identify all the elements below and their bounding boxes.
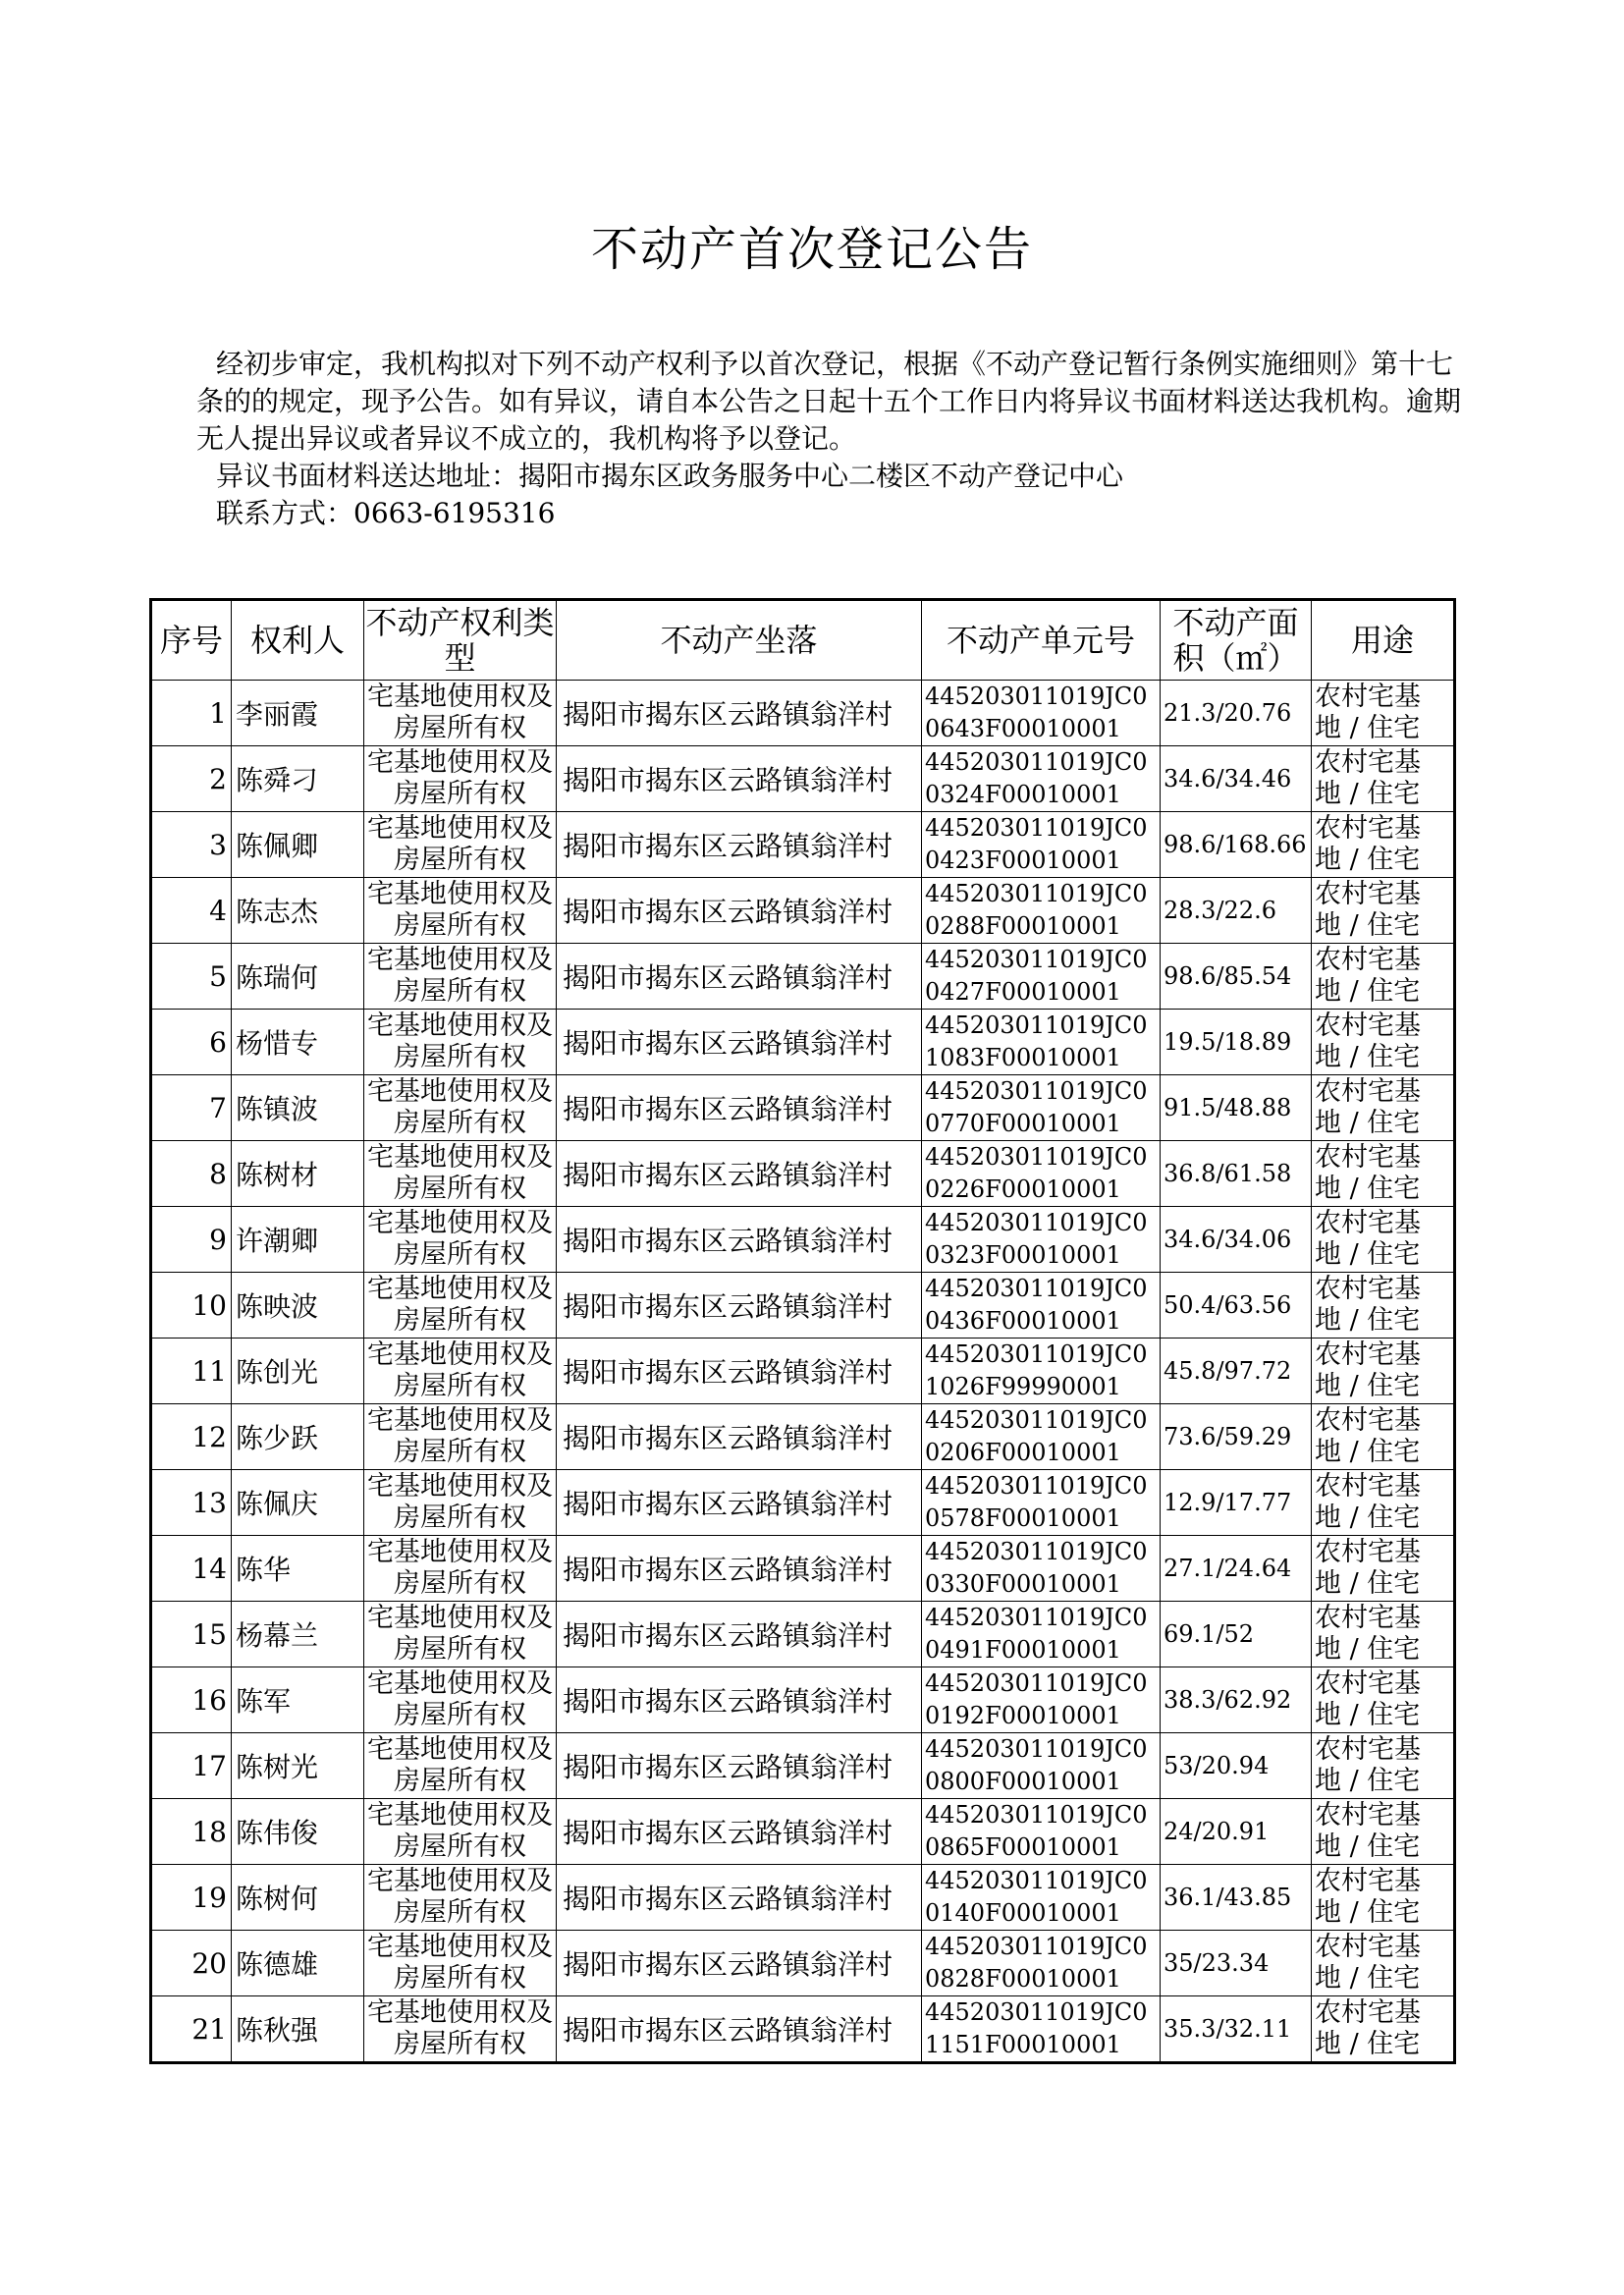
unit-number: 445203011019JC00491F00010001 <box>922 1602 1161 1667</box>
table-row <box>151 1996 1455 2063</box>
right-type: 宅基地使用权及房屋所有权 <box>364 1010 557 1075</box>
row-number: 8 <box>151 1141 232 1207</box>
header-location: 不动产坐落 <box>557 600 922 681</box>
property-use-line: 农村宅基 <box>1315 879 1421 909</box>
header-area: 不动产面积（㎡） <box>1161 600 1312 681</box>
property-area: 12.9/17.77 <box>1161 1470 1312 1536</box>
unit-number: 445203011019JC00578F00010001 <box>922 1470 1161 1536</box>
row-number: 20 <box>151 1931 232 1996</box>
property-use-line: 农村宅基 <box>1315 1405 1421 1436</box>
property-location: 揭阳市揭东区云路镇翁洋村 <box>557 1931 922 1996</box>
right-type: 宅基地使用权及房屋所有权 <box>364 681 557 746</box>
right-holder: 陈秋强 <box>232 1996 364 2063</box>
property-use <box>1312 681 1455 746</box>
property-location: 揭阳市揭东区云路镇翁洋村 <box>557 1404 922 1470</box>
property-use <box>1312 1207 1455 1273</box>
property-use-line: 农村宅基 <box>1315 1011 1421 1041</box>
unit-number: 445203011019JC00423F00010001 <box>922 812 1161 878</box>
property-location: 揭阳市揭东区云路镇翁洋村 <box>557 1667 922 1733</box>
right-type: 宅基地使用权及房屋所有权 <box>364 1339 557 1404</box>
unit-number: 445203011019JC00324F00010001 <box>922 746 1161 812</box>
right-holder: 陈瑞何 <box>232 944 364 1010</box>
property-location: 揭阳市揭东区云路镇翁洋村 <box>557 1996 922 2063</box>
right-type: 宅基地使用权及房屋所有权 <box>364 1996 557 2063</box>
property-use <box>1312 812 1455 878</box>
unit-number: 445203011019JC00140F00010001 <box>922 1865 1161 1931</box>
property-use <box>1312 1602 1455 1667</box>
right-holder: 陈舜刁 <box>232 746 364 812</box>
right-type: 宅基地使用权及房屋所有权 <box>364 1865 557 1931</box>
property-area: 35/23.34 <box>1161 1931 1312 1996</box>
property-location: 揭阳市揭东区云路镇翁洋村 <box>557 1075 922 1141</box>
property-area: 27.1/24.64 <box>1161 1536 1312 1602</box>
property-use-line: 农村宅基 <box>1315 813 1421 844</box>
right-type: 宅基地使用权及房屋所有权 <box>364 1207 557 1273</box>
right-type: 宅基地使用权及房屋所有权 <box>364 1931 557 1996</box>
property-area: 36.1/43.85 <box>1161 1865 1312 1931</box>
table-row <box>151 746 1455 812</box>
property-use-line: 农村宅基 <box>1315 747 1421 778</box>
property-area: 98.6/85.54 <box>1161 944 1312 1010</box>
property-area: 21.3/20.76 <box>1161 681 1312 746</box>
property-location: 揭阳市揭东区云路镇翁洋村 <box>557 1010 922 1075</box>
property-use-line: 地 / 住宅 <box>1315 976 1421 1007</box>
property-area: 73.6/59.29 <box>1161 1404 1312 1470</box>
property-use <box>1312 1470 1455 1536</box>
property-location: 揭阳市揭东区云路镇翁洋村 <box>557 1141 922 1207</box>
right-type: 宅基地使用权及房屋所有权 <box>364 746 557 812</box>
unit-number: 445203011019JC00865F00010001 <box>922 1799 1161 1865</box>
property-use-line: 农村宅基 <box>1315 682 1421 712</box>
table-row <box>151 1799 1455 1865</box>
right-type: 宅基地使用权及房屋所有权 <box>364 878 557 944</box>
row-number: 16 <box>151 1667 232 1733</box>
property-use-line: 地 / 住宅 <box>1315 1503 1421 1533</box>
property-use-line: 农村宅基 <box>1315 1997 1421 2028</box>
property-use-line: 地 / 住宅 <box>1315 1108 1421 1138</box>
unit-number: 445203011019JC00828F00010001 <box>922 1931 1161 1996</box>
property-location: 揭阳市揭东区云路镇翁洋村 <box>557 1799 922 1865</box>
row-number: 4 <box>151 878 232 944</box>
row-number: 11 <box>151 1339 232 1404</box>
property-use-line: 地 / 住宅 <box>1315 1568 1421 1599</box>
right-holder: 陈华 <box>232 1536 364 1602</box>
contact-info: 联系方式：0663-6195316 <box>216 497 556 529</box>
property-use-line: 农村宅基 <box>1315 1076 1421 1107</box>
table-row <box>151 878 1455 944</box>
header-no: 序号 <box>151 600 232 681</box>
property-use-line: 农村宅基 <box>1315 1800 1421 1831</box>
property-location: 揭阳市揭东区云路镇翁洋村 <box>557 878 922 944</box>
property-use-line: 地 / 住宅 <box>1315 910 1421 941</box>
notice-text <box>196 346 1463 532</box>
property-use <box>1312 1273 1455 1339</box>
header-use: 用途 <box>1312 600 1455 681</box>
property-area: 34.6/34.46 <box>1161 746 1312 812</box>
right-holder: 陈少跃 <box>232 1404 364 1470</box>
right-type: 宅基地使用权及房屋所有权 <box>364 1075 557 1141</box>
property-use <box>1312 944 1455 1010</box>
unit-number: 445203011019JC00288F00010001 <box>922 878 1161 944</box>
property-use-line: 农村宅基 <box>1315 1603 1421 1633</box>
property-location: 揭阳市揭东区云路镇翁洋村 <box>557 1602 922 1667</box>
table-row <box>151 1010 1455 1075</box>
property-location: 揭阳市揭东区云路镇翁洋村 <box>557 944 922 1010</box>
row-number: 15 <box>151 1602 232 1667</box>
right-holder: 许潮卿 <box>232 1207 364 1273</box>
table-row <box>151 1470 1455 1536</box>
right-type: 宅基地使用权及房屋所有权 <box>364 1602 557 1667</box>
right-type: 宅基地使用权及房屋所有权 <box>364 1799 557 1865</box>
unit-number: 445203011019JC00192F00010001 <box>922 1667 1161 1733</box>
table-row <box>151 812 1455 878</box>
property-use <box>1312 1865 1455 1931</box>
row-number: 19 <box>151 1865 232 1931</box>
right-type: 宅基地使用权及房屋所有权 <box>364 1141 557 1207</box>
right-holder: 陈树材 <box>232 1141 364 1207</box>
property-use-line: 地 / 住宅 <box>1315 1042 1421 1072</box>
property-use-line: 地 / 住宅 <box>1315 1897 1421 1928</box>
table-row <box>151 681 1455 746</box>
unit-number: 445203011019JC01026F99990001 <box>922 1339 1161 1404</box>
row-number: 3 <box>151 812 232 878</box>
property-use <box>1312 1075 1455 1141</box>
table-row <box>151 1404 1455 1470</box>
property-location: 揭阳市揭东区云路镇翁洋村 <box>557 812 922 878</box>
registration-table <box>149 598 1456 2064</box>
property-use-line: 农村宅基 <box>1315 1932 1421 1962</box>
property-use-line: 农村宅基 <box>1315 1339 1421 1370</box>
header-right-type: 不动产权利类型 <box>364 600 557 681</box>
table-row <box>151 1207 1455 1273</box>
property-use-line: 地 / 住宅 <box>1315 1700 1421 1730</box>
property-use-line: 农村宅基 <box>1315 1537 1421 1567</box>
row-number: 2 <box>151 746 232 812</box>
right-holder: 杨幕兰 <box>232 1602 364 1667</box>
property-use-line: 地 / 住宅 <box>1315 1174 1421 1204</box>
unit-number: 445203011019JC00323F00010001 <box>922 1207 1161 1273</box>
property-use-line: 农村宅基 <box>1315 1208 1421 1238</box>
table-row <box>151 1141 1455 1207</box>
row-number: 12 <box>151 1404 232 1470</box>
property-use <box>1312 1733 1455 1799</box>
table-row <box>151 1931 1455 1996</box>
property-location: 揭阳市揭东区云路镇翁洋村 <box>557 1865 922 1931</box>
property-use-line: 地 / 住宅 <box>1315 1963 1421 1994</box>
row-number: 13 <box>151 1470 232 1536</box>
property-location: 揭阳市揭东区云路镇翁洋村 <box>557 1733 922 1799</box>
property-use-line: 地 / 住宅 <box>1315 713 1421 743</box>
property-use-line: 地 / 住宅 <box>1315 1766 1421 1796</box>
right-holder: 陈创光 <box>232 1339 364 1404</box>
right-type: 宅基地使用权及房屋所有权 <box>364 944 557 1010</box>
property-use-line: 地 / 住宅 <box>1315 1831 1421 1862</box>
table-row <box>151 1602 1455 1667</box>
page-title: 不动产首次登记公告 <box>590 222 1033 277</box>
row-number: 1 <box>151 681 232 746</box>
property-area: 91.5/48.88 <box>1161 1075 1312 1141</box>
right-holder: 陈树何 <box>232 1865 364 1931</box>
right-holder: 陈佩庆 <box>232 1470 364 1536</box>
property-use-line: 地 / 住宅 <box>1315 1371 1421 1401</box>
right-type: 宅基地使用权及房屋所有权 <box>364 1733 557 1799</box>
property-location: 揭阳市揭东区云路镇翁洋村 <box>557 681 922 746</box>
property-use-line: 地 / 住宅 <box>1315 779 1421 809</box>
row-number: 17 <box>151 1733 232 1799</box>
objection-address: 异议书面材料送达地址：揭阳市揭东区政务服务中心二楼区不动产登记中心 <box>216 460 1124 492</box>
property-use-line: 农村宅基 <box>1315 1274 1421 1304</box>
table-row <box>151 1865 1455 1931</box>
property-use <box>1312 1667 1455 1733</box>
property-use <box>1312 1996 1455 2063</box>
property-use <box>1312 1141 1455 1207</box>
property-area: 24/20.91 <box>1161 1799 1312 1865</box>
row-number: 14 <box>151 1536 232 1602</box>
property-use <box>1312 878 1455 944</box>
right-type: 宅基地使用权及房屋所有权 <box>364 1536 557 1602</box>
property-use <box>1312 1339 1455 1404</box>
property-area: 36.8/61.58 <box>1161 1141 1312 1207</box>
property-use-line: 农村宅基 <box>1315 1471 1421 1502</box>
row-number: 6 <box>151 1010 232 1075</box>
table-row <box>151 1667 1455 1733</box>
row-number: 7 <box>151 1075 232 1141</box>
unit-number: 445203011019JC00206F00010001 <box>922 1404 1161 1470</box>
property-use-line: 地 / 住宅 <box>1315 1305 1421 1336</box>
property-area: 50.4/63.56 <box>1161 1273 1312 1339</box>
table-row <box>151 1075 1455 1141</box>
property-use-line: 地 / 住宅 <box>1315 845 1421 875</box>
table-row <box>151 1273 1455 1339</box>
unit-number: 445203011019JC00800F00010001 <box>922 1733 1161 1799</box>
table-header-row <box>151 600 1455 681</box>
property-location: 揭阳市揭东区云路镇翁洋村 <box>557 1470 922 1536</box>
property-use-line: 地 / 住宅 <box>1315 1634 1421 1665</box>
row-number: 5 <box>151 944 232 1010</box>
unit-number: 445203011019JC00226F00010001 <box>922 1141 1161 1207</box>
property-area: 35.3/32.11 <box>1161 1996 1312 2063</box>
right-holder: 李丽霞 <box>232 681 364 746</box>
notice-paragraph: 经初步审定，我机构拟对下列不动产权利予以首次登记，根据《不动产登记暂行条例实施细则》第十七条的的规定，现予公告。如有异议，请自本公告之日起十五个工作日内将异议书面材料送达我机构。逾期无人提出异议或者异议不成立的，我机构将予以登记。 <box>196 348 1462 455</box>
right-type: 宅基地使用权及房屋所有权 <box>364 1470 557 1536</box>
property-use-line: 地 / 住宅 <box>1315 1437 1421 1467</box>
right-type: 宅基地使用权及房屋所有权 <box>364 1404 557 1470</box>
property-use-line: 农村宅基 <box>1315 945 1421 975</box>
row-number: 18 <box>151 1799 232 1865</box>
property-location: 揭阳市揭东区云路镇翁洋村 <box>557 1339 922 1404</box>
property-area: 98.6/168.66 <box>1161 812 1312 878</box>
right-holder: 陈军 <box>232 1667 364 1733</box>
property-area: 38.3/62.92 <box>1161 1667 1312 1733</box>
unit-number: 445203011019JC00427F00010001 <box>922 944 1161 1010</box>
unit-number: 445203011019JC01151F00010001 <box>922 1996 1161 2063</box>
right-holder: 陈树光 <box>232 1733 364 1799</box>
right-holder: 陈伟俊 <box>232 1799 364 1865</box>
table-row <box>151 1536 1455 1602</box>
property-use-line: 农村宅基 <box>1315 1866 1421 1896</box>
table-row <box>151 944 1455 1010</box>
property-area: 45.8/97.72 <box>1161 1339 1312 1404</box>
property-area: 34.6/34.06 <box>1161 1207 1312 1273</box>
unit-number: 445203011019JC00330F00010001 <box>922 1536 1161 1602</box>
right-type: 宅基地使用权及房屋所有权 <box>364 1273 557 1339</box>
property-use-line: 地 / 住宅 <box>1315 1239 1421 1270</box>
property-use <box>1312 1536 1455 1602</box>
property-location: 揭阳市揭东区云路镇翁洋村 <box>557 746 922 812</box>
right-holder: 陈镇波 <box>232 1075 364 1141</box>
unit-number: 445203011019JC00643F00010001 <box>922 681 1161 746</box>
unit-number: 445203011019JC00436F00010001 <box>922 1273 1161 1339</box>
property-use-line: 地 / 住宅 <box>1315 2029 1421 2059</box>
property-area: 69.1/52 <box>1161 1602 1312 1667</box>
unit-number: 445203011019JC01083F00010001 <box>922 1010 1161 1075</box>
table-row <box>151 1339 1455 1404</box>
unit-number: 445203011019JC00770F00010001 <box>922 1075 1161 1141</box>
header-unit-no: 不动产单元号 <box>922 600 1161 681</box>
property-use <box>1312 1931 1455 1996</box>
property-area: 19.5/18.89 <box>1161 1010 1312 1075</box>
property-use-line: 农村宅基 <box>1315 1734 1421 1765</box>
right-holder: 陈德雄 <box>232 1931 364 1996</box>
right-type: 宅基地使用权及房屋所有权 <box>364 1667 557 1733</box>
property-use <box>1312 1404 1455 1470</box>
row-number: 21 <box>151 1996 232 2063</box>
property-use <box>1312 746 1455 812</box>
property-use <box>1312 1799 1455 1865</box>
property-use-line: 农村宅基 <box>1315 1668 1421 1699</box>
table-row <box>151 1733 1455 1799</box>
property-location: 揭阳市揭东区云路镇翁洋村 <box>557 1207 922 1273</box>
property-location: 揭阳市揭东区云路镇翁洋村 <box>557 1273 922 1339</box>
row-number: 9 <box>151 1207 232 1273</box>
right-type: 宅基地使用权及房屋所有权 <box>364 812 557 878</box>
row-number: 10 <box>151 1273 232 1339</box>
header-holder: 权利人 <box>232 600 364 681</box>
right-holder: 陈映波 <box>232 1273 364 1339</box>
right-holder: 陈佩卿 <box>232 812 364 878</box>
property-area: 28.3/22.6 <box>1161 878 1312 944</box>
property-use-line: 农村宅基 <box>1315 1142 1421 1173</box>
right-holder: 杨惜专 <box>232 1010 364 1075</box>
property-location: 揭阳市揭东区云路镇翁洋村 <box>557 1536 922 1602</box>
property-use <box>1312 1010 1455 1075</box>
right-holder: 陈志杰 <box>232 878 364 944</box>
property-area: 53/20.94 <box>1161 1733 1312 1799</box>
